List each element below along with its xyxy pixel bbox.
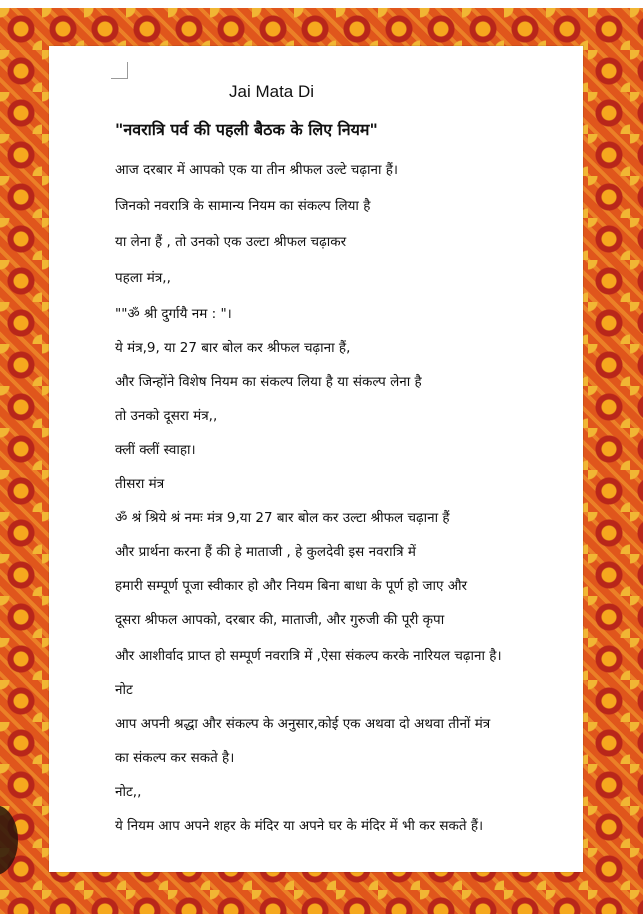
text-line-1: आज दरबार में आपको एक या तीन श्रीफल उल्टे चढ़ाना हैं। bbox=[115, 162, 399, 178]
text-line-18: का संकल्प कर सकते है। bbox=[115, 750, 235, 766]
document-page bbox=[49, 46, 583, 872]
text-line-20: ये नियम आप अपने शहर के मंदिर या अपने घर के मंदिर में भी कर सकते हैं। bbox=[115, 818, 484, 834]
page-title: Jai Mata Di bbox=[229, 82, 315, 101]
text-line-19: नोट,, bbox=[115, 784, 142, 800]
text-line-5: ""ॐ श्री दुर्गायै नम : "। bbox=[115, 306, 232, 322]
text-line-15: और आशीर्वाद प्राप्त हो सम्पूर्ण नवरात्रि में ,ऐसा संकल्प करके नारियल चढ़ाना है। bbox=[115, 648, 502, 664]
text-line-3: या लेना हैं , तो उनको एक उल्टा श्रीफल चढ़ाकर bbox=[115, 234, 347, 250]
text-line-10: तीसरा मंत्र bbox=[115, 476, 165, 492]
text-line-16: नोट bbox=[115, 682, 133, 698]
text-line-8: तो उनको दूसरा मंत्र,, bbox=[115, 408, 218, 424]
page-corner-mark bbox=[111, 62, 128, 79]
text-line-11: ॐ श्रं श्रिये श्रं नमः मंत्र 9,या 27 बार बोल कर उल्टा श्रीफल चढ़ाना हैं bbox=[115, 510, 450, 526]
text-line-17: आप अपनी श्रद्धा और संकल्प के अनुसार,कोई एक अथवा दो अथवा तीनों मंत्र bbox=[115, 716, 491, 732]
text-line-13: हमारी सम्पूर्ण पूजा स्वीकार हो और नियम बिना बाधा के पूर्ण हो जाए और bbox=[115, 578, 468, 594]
text-line-6: ये मंत्र,9, या 27 बार बोल कर श्रीफल चढ़ाना हैं, bbox=[115, 340, 351, 356]
text-line-14: दूसरा श्रीफल आपको, दरबार की, माताजी, और गुरुजी की पूरी कृपा bbox=[115, 612, 445, 628]
text-line-12: और प्रार्थना करना हैं की हे माताजी , हे कुलदेवी इस नवरात्रि में bbox=[115, 544, 416, 560]
text-line-7: और जिन्होंने विशेष नियम का संकल्प लिया है या संकल्प लेना है bbox=[115, 374, 422, 390]
rules-heading: "नवरात्रि पर्व की पहली बैठक के लिए नियम" bbox=[115, 120, 378, 139]
text-line-4: पहला मंत्र,, bbox=[115, 270, 171, 286]
text-line-2: जिनको नवरात्रि के सामान्य नियम का संकल्प लिया है bbox=[115, 198, 371, 214]
text-line-9: क्लीं क्लीं स्वाहा। bbox=[115, 442, 196, 458]
